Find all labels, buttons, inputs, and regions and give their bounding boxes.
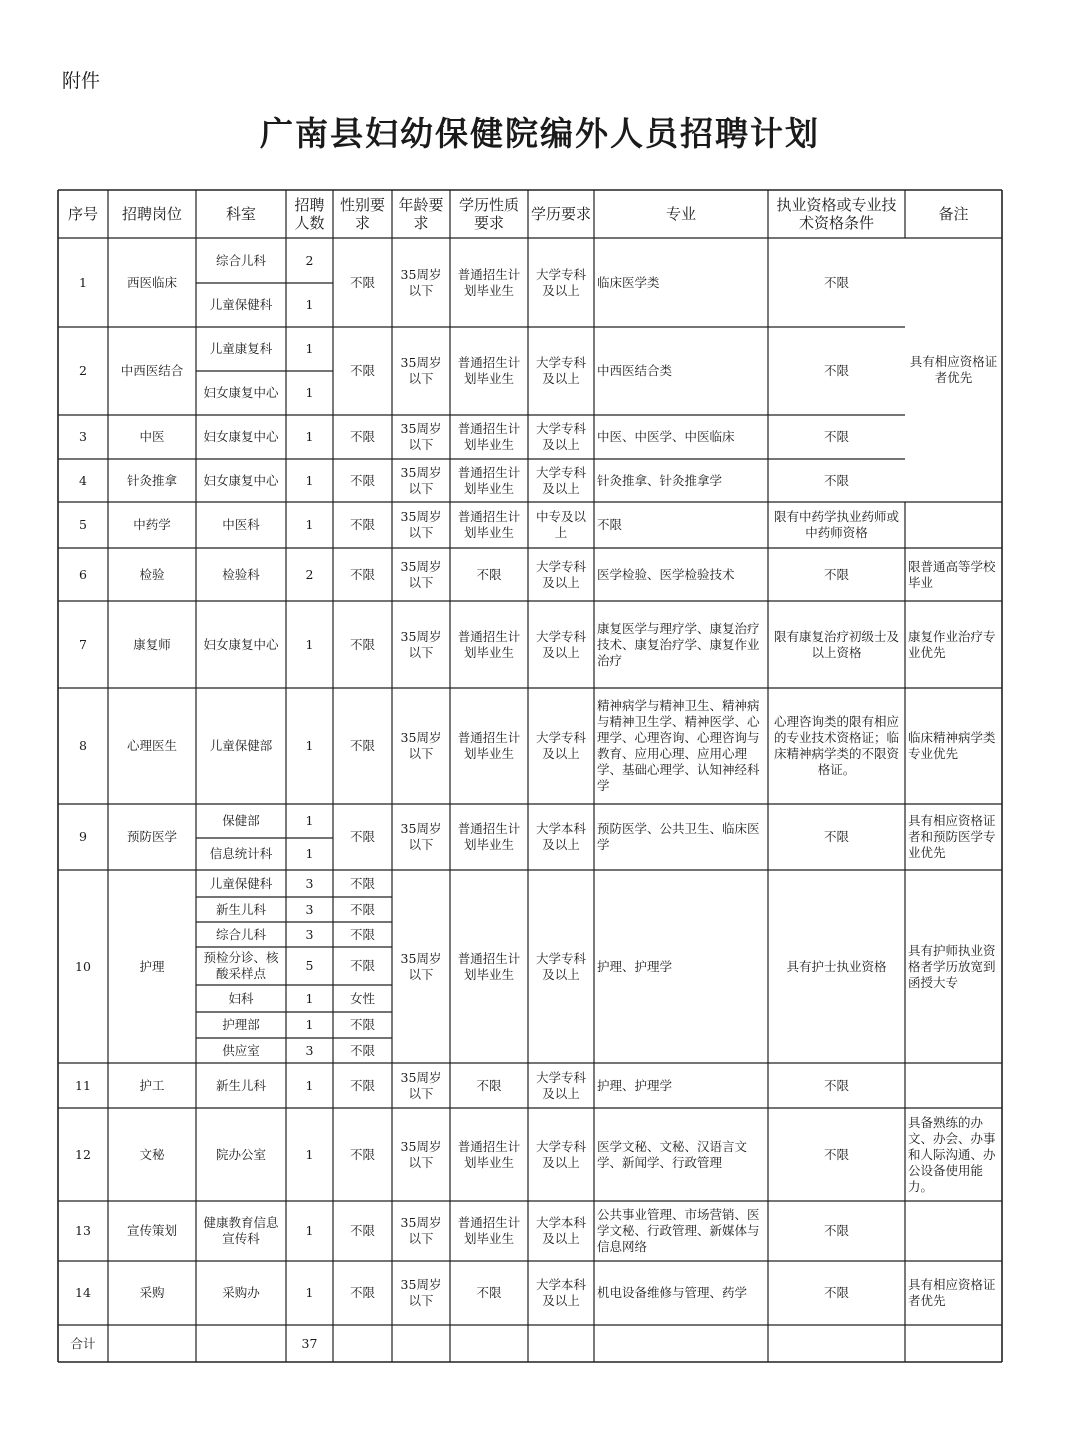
age-cell: 35周岁以下 — [400, 1215, 442, 1246]
qualification-cell: 不限 — [823, 1077, 849, 1093]
count-cell: 3 — [305, 1042, 314, 1058]
note-cell — [905, 1201, 1002, 1261]
age-cell: 35周岁以下 — [400, 950, 442, 982]
note-cell: 具有相应资格证者和预防医学专业优先 — [908, 813, 996, 860]
dept-cell: 检验科 — [222, 566, 260, 582]
major-cell: 护理、护理学 — [597, 958, 673, 974]
position-cell: 针灸推拿 — [126, 472, 177, 488]
count-cell: 3 — [305, 875, 314, 891]
gender-cell: 不限 — [349, 738, 375, 753]
age-cell: 35周岁以下 — [400, 1138, 442, 1170]
edu-type-cell: 普通招生计划毕业生 — [457, 950, 521, 982]
edu-cell: 大学专科及以上 — [535, 1069, 586, 1101]
major-cell: 机电设备维修与管理、药学 — [597, 1285, 748, 1300]
dept-cell: 综合儿科 — [215, 926, 266, 942]
gender-cell: 不限 — [349, 926, 375, 942]
header-edu: 学历要求 — [531, 205, 592, 223]
age-cell: 35周岁以下 — [400, 1277, 442, 1308]
major-cell: 中西医结合类 — [597, 363, 673, 378]
qualification-cell: 不限 — [823, 1223, 849, 1238]
gender-cell: 不限 — [349, 1146, 375, 1162]
count-cell: 1 — [305, 472, 314, 488]
dept-cell: 综合儿科 — [215, 252, 266, 268]
count-cell: 1 — [305, 813, 314, 828]
position-cell: 文秘 — [139, 1146, 165, 1162]
count-cell: 1 — [305, 1017, 314, 1032]
row-number: 8 — [79, 738, 87, 753]
major-cell: 临床医学类 — [597, 274, 660, 290]
dept-cell: 预检分诊、核酸采样点 — [203, 950, 279, 981]
gender-cell: 不限 — [349, 1017, 375, 1032]
gender-cell: 不限 — [349, 566, 375, 582]
row-number: 11 — [75, 1077, 91, 1093]
major-cell: 精神病学与精神卫生、精神病与精神卫生学、精神医学、心理学、心理咨询、心理咨询与教育、应用心理、应用心理学、基础心理学、认知神经科学 — [597, 698, 760, 793]
note-cell: 临床精神病学类专业优先 — [908, 730, 996, 761]
note-cell: 具备熟练的办文、办会、办事和人际沟通、办公设备使用能力。 — [908, 1114, 996, 1194]
qualification-cell: 心理咨询类的限有相应的专业技术资格证；临床精神病学类的不限资格证。 — [773, 714, 899, 777]
age-cell: 35周岁以下 — [400, 421, 442, 452]
major-cell: 护理、护理学 — [597, 1077, 673, 1093]
gender-cell: 不限 — [349, 958, 375, 973]
position-cell: 西医临床 — [126, 274, 177, 290]
count-cell: 5 — [305, 958, 314, 973]
age-cell: 35周岁以下 — [400, 266, 442, 298]
row-number: 9 — [79, 829, 87, 844]
edu-type-cell: 普通招生计划毕业生 — [457, 730, 521, 761]
edu-cell: 大学本科及以上 — [535, 821, 586, 852]
dept-cell: 中医科 — [222, 517, 260, 532]
edu-type-cell: 普通招生计划毕业生 — [457, 355, 521, 386]
count-cell: 1 — [305, 341, 314, 356]
edu-type-cell: 普通招生计划毕业生 — [457, 464, 521, 496]
count-cell: 1 — [305, 990, 314, 1006]
row-number: 2 — [79, 363, 87, 378]
header-dept: 科室 — [225, 205, 256, 223]
note-cell — [905, 1063, 1002, 1108]
row-number: 12 — [75, 1146, 91, 1162]
gender-cell: 女性 — [349, 990, 375, 1006]
position-cell: 采购 — [139, 1285, 165, 1300]
note-cell: 限普通高等学校毕业 — [908, 558, 996, 590]
edu-type-cell: 普通招生计划毕业生 — [457, 509, 521, 540]
major-cell: 医学检验、医学检验技术 — [597, 566, 735, 582]
qualification-cell: 不限 — [823, 274, 849, 290]
qualification-cell: 限有康复治疗初级士及以上资格 — [773, 628, 899, 660]
total-label: 合计 — [70, 1335, 96, 1351]
row-number: 3 — [79, 429, 87, 444]
note-cell: 具有护师执业资格者学历放宽到函授大专 — [908, 942, 996, 990]
qualification-cell: 限有中药学执业药师或中药师资格 — [773, 509, 899, 540]
qualification-cell: 不限 — [823, 829, 849, 844]
age-cell: 35周岁以下 — [400, 1069, 442, 1101]
edu-cell: 大学专科及以上 — [535, 730, 586, 761]
age-cell: 35周岁以下 — [400, 355, 442, 386]
header-major: 专业 — [665, 205, 696, 223]
major-cell: 康复医学与理疗学、康复治疗技术、康复治疗学、康复作业治疗 — [597, 620, 760, 668]
note-cell-shared: 具有相应资格证者优先 — [909, 354, 998, 385]
age-cell: 35周岁以下 — [400, 558, 442, 590]
edu-type-cell: 普通招生计划毕业生 — [457, 421, 521, 452]
dept-cell: 院办公室 — [215, 1146, 266, 1162]
position-cell: 康复师 — [133, 636, 171, 652]
edu-cell: 中专及以上 — [535, 509, 586, 540]
count-cell: 1 — [305, 385, 314, 400]
header-edu-type: 学历性质要求 — [458, 196, 519, 232]
edu-cell: 大学专科及以上 — [535, 628, 586, 660]
qualification-cell: 具有护士执业资格 — [786, 958, 887, 974]
major-cell: 中医、中医学、中医临床 — [597, 429, 735, 444]
edu-type-cell: 不限 — [476, 1077, 502, 1093]
gender-cell: 不限 — [349, 1285, 375, 1300]
dept-cell: 供应室 — [222, 1042, 260, 1058]
dept-cell: 采购办 — [222, 1285, 260, 1300]
dept-cell: 妇女康复中心 — [203, 636, 279, 652]
dept-cell: 儿童康复科 — [209, 341, 273, 356]
dept-cell: 新生儿科 — [215, 1077, 266, 1093]
header-note: 备注 — [938, 205, 969, 223]
count-cell: 1 — [305, 846, 314, 861]
position-cell: 护工 — [139, 1077, 165, 1093]
edu-type-cell: 普通招生计划毕业生 — [457, 1138, 521, 1170]
qualification-cell: 不限 — [823, 1285, 849, 1300]
position-cell: 宣传策划 — [126, 1223, 177, 1238]
qualification-cell: 不限 — [823, 1146, 849, 1162]
dept-cell: 儿童保健部 — [209, 738, 273, 753]
header-gender: 性别要求 — [339, 196, 385, 232]
major-cell: 公共事业管理、市场营销、医学文秘、行政管理、新媒体与信息网络 — [597, 1207, 760, 1254]
count-cell: 2 — [305, 566, 314, 582]
count-cell: 1 — [305, 738, 314, 753]
note-cell: 康复作业治疗专业优先 — [908, 628, 996, 660]
age-cell: 35周岁以下 — [400, 628, 442, 660]
gender-cell: 不限 — [349, 1077, 375, 1093]
edu-type-cell: 普通招生计划毕业生 — [457, 628, 521, 660]
row-number: 13 — [75, 1223, 91, 1238]
note-cell: 具有相应资格证者优先 — [908, 1277, 996, 1308]
row-number: 5 — [79, 517, 87, 532]
gender-cell: 不限 — [349, 875, 375, 891]
gender-cell: 不限 — [349, 363, 375, 378]
edu-cell: 大学专科及以上 — [535, 421, 586, 452]
edu-cell: 大学专科及以上 — [535, 950, 586, 982]
count-cell: 1 — [305, 1223, 314, 1238]
header-age: 年龄要求 — [398, 196, 444, 232]
count-cell: 3 — [305, 926, 314, 942]
edu-cell: 大学专科及以上 — [535, 1138, 586, 1170]
gender-cell: 不限 — [349, 1223, 375, 1238]
note-cell — [905, 502, 1002, 548]
qualification-cell: 不限 — [823, 429, 849, 444]
gender-cell: 不限 — [349, 274, 375, 290]
count-cell: 1 — [305, 1285, 314, 1300]
edu-type-cell: 普通招生计划毕业生 — [457, 821, 521, 852]
dept-cell: 保健部 — [222, 813, 260, 828]
age-cell: 35周岁以下 — [400, 821, 442, 852]
qualification-cell: 不限 — [823, 566, 849, 582]
total-count: 37 — [301, 1335, 318, 1351]
header-position: 招聘岗位 — [121, 205, 182, 223]
dept-cell: 妇科 — [228, 990, 254, 1006]
header-no: 序号 — [67, 205, 98, 223]
gender-cell: 不限 — [349, 1042, 375, 1058]
qualification-cell: 不限 — [823, 363, 849, 378]
dept-cell: 儿童保健科 — [209, 297, 273, 312]
age-cell: 35周岁以下 — [400, 464, 442, 496]
qualification-cell: 不限 — [823, 472, 849, 488]
edu-type-cell: 不限 — [476, 1285, 502, 1300]
dept-cell: 护理部 — [222, 1017, 260, 1032]
gender-cell: 不限 — [349, 472, 375, 488]
major-cell: 针灸推拿、针灸推拿学 — [597, 472, 723, 488]
edu-cell: 大学专科及以上 — [535, 558, 586, 590]
attachment-label: 附件 — [62, 70, 101, 92]
edu-cell: 大学本科及以上 — [535, 1277, 586, 1308]
position-cell: 中医 — [139, 429, 165, 444]
position-cell: 预防医学 — [126, 829, 177, 844]
dept-cell: 信息统计科 — [209, 846, 273, 861]
row-number: 6 — [79, 566, 87, 582]
header-count: 招聘人数 — [294, 196, 325, 232]
row-number: 1 — [79, 274, 87, 290]
count-cell: 1 — [305, 429, 314, 444]
position-cell: 护理 — [139, 958, 165, 974]
count-cell: 2 — [305, 252, 314, 268]
count-cell: 1 — [305, 517, 314, 532]
major-cell: 预防医学、公共卫生、临床医学 — [597, 821, 760, 852]
major-cell: 不限 — [597, 517, 623, 532]
edu-type-cell: 不限 — [476, 566, 502, 582]
count-cell: 1 — [305, 636, 314, 652]
position-cell: 检验 — [139, 566, 165, 582]
age-cell: 35周岁以下 — [400, 509, 442, 540]
dept-cell: 新生儿科 — [215, 901, 266, 917]
dept-cell: 妇女康复中心 — [203, 385, 279, 400]
gender-cell: 不限 — [349, 829, 375, 844]
position-cell: 中西医结合 — [120, 363, 184, 378]
edu-cell: 大学专科及以上 — [535, 355, 586, 386]
header-qualification: 执业资格或专业技术资格条件 — [776, 196, 897, 232]
position-cell: 中药学 — [133, 517, 171, 532]
age-cell: 35周岁以下 — [400, 730, 442, 761]
count-cell: 1 — [305, 1077, 314, 1093]
edu-cell: 大学专科及以上 — [535, 266, 586, 298]
edu-cell: 大学专科及以上 — [535, 464, 586, 496]
count-cell: 1 — [305, 297, 314, 312]
dept-cell: 妇女康复中心 — [203, 472, 279, 488]
edu-type-cell: 普通招生计划毕业生 — [457, 266, 521, 298]
major-cell: 医学文秘、文秘、汉语言文学、新闻学、行政管理 — [597, 1138, 748, 1170]
page-title: 广南县妇幼保健院编外人员招聘计划 — [260, 114, 820, 153]
edu-type-cell: 普通招生计划毕业生 — [457, 1215, 521, 1246]
gender-cell: 不限 — [349, 901, 375, 917]
row-number: 14 — [75, 1285, 91, 1300]
gender-cell: 不限 — [349, 517, 375, 532]
edu-cell: 大学本科及以上 — [535, 1215, 586, 1246]
position-cell: 心理医生 — [126, 738, 177, 753]
row-number: 7 — [79, 636, 87, 652]
gender-cell: 不限 — [349, 429, 375, 444]
gender-cell: 不限 — [349, 636, 375, 652]
dept-cell: 妇女康复中心 — [203, 429, 279, 444]
dept-cell: 健康教育信息宣传科 — [203, 1215, 279, 1246]
row-number: 10 — [75, 958, 91, 974]
row-number: 4 — [79, 472, 87, 488]
count-cell: 1 — [305, 1146, 314, 1162]
dept-cell: 儿童保健科 — [209, 875, 273, 891]
count-cell: 3 — [305, 901, 314, 917]
